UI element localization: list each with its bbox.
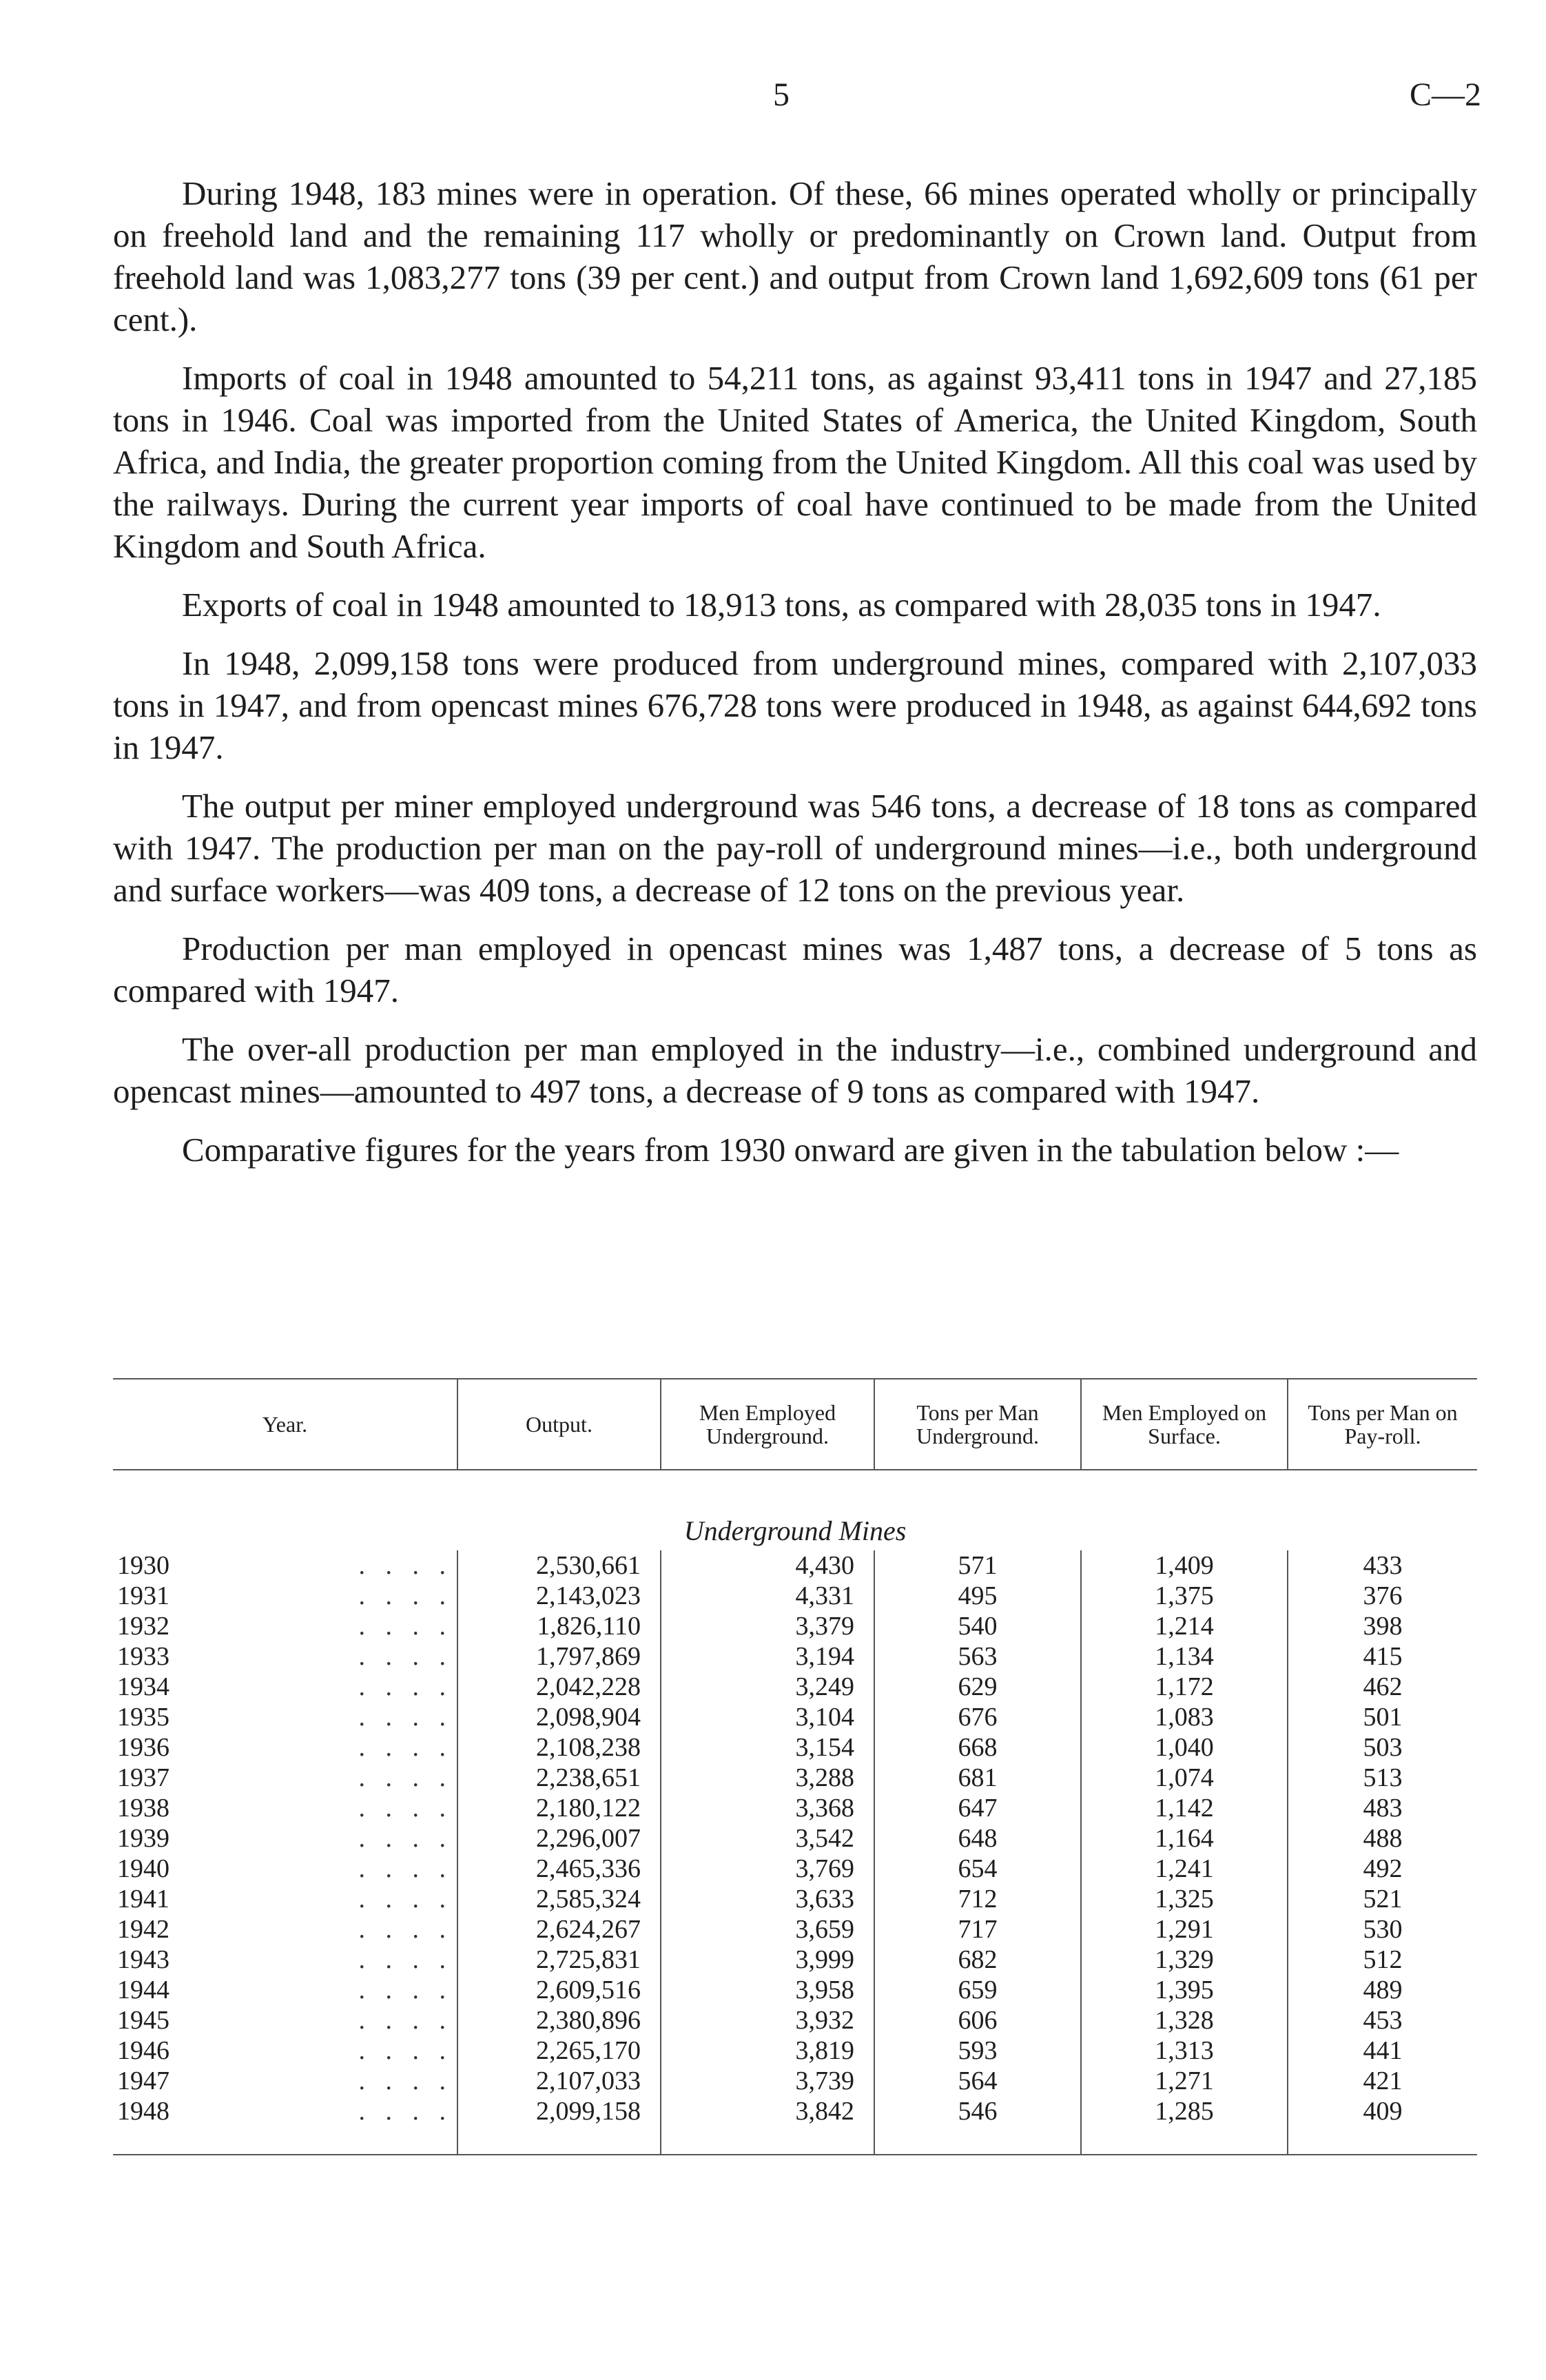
cell-men-underground: 4,430 <box>661 1550 874 1581</box>
cell-men-surface: 1,241 <box>1081 1854 1288 1884</box>
table-row <box>113 1581 1477 1611</box>
cell-men-surface: 1,375 <box>1081 1581 1288 1611</box>
leader-dots: . . . . <box>358 2006 453 2035</box>
cell-men-surface: 1,271 <box>1081 2066 1288 2096</box>
cell-tons-per-man-underground: 563 <box>874 1641 1081 1672</box>
cell-tons-per-man-payroll: 433 <box>1288 1550 1477 1581</box>
cell-men-surface: 1,074 <box>1081 1763 1288 1793</box>
cell-men-underground: 3,958 <box>661 1975 874 2005</box>
cell-year <box>113 2096 457 2155</box>
cell-output: 2,465,336 <box>457 1854 661 1884</box>
cell-men-surface: 1,134 <box>1081 1641 1288 1672</box>
leader-dots: . . . . <box>358 1763 453 1792</box>
leader-dots: . . . . <box>358 2066 453 2095</box>
cell-tons-per-man-payroll: 512 <box>1288 1945 1477 1975</box>
cell-output: 2,380,896 <box>457 2005 661 2035</box>
table-row <box>113 1945 1477 1975</box>
cell-year <box>113 1884 457 1914</box>
cell-men-underground: 3,288 <box>661 1763 874 1793</box>
cell-tons-per-man-underground: 654 <box>874 1854 1081 1884</box>
leader-dots: . . . . <box>358 1854 453 1883</box>
cell-tons-per-man-payroll: 501 <box>1288 1702 1477 1732</box>
body-text <box>113 172 1477 1187</box>
year-value: 1941 <box>117 1885 169 1914</box>
table-row <box>113 1884 1477 1914</box>
paragraph-opencast: Production per man employed in opencast mines was 1,487 tons, a decrease of 5 tons as compared with 1947. <box>113 930 1477 1009</box>
year-value: 1938 <box>117 1794 169 1823</box>
cell-tons-per-man-payroll: 503 <box>1288 1732 1477 1763</box>
cell-men-underground: 4,331 <box>661 1581 874 1611</box>
cell-men-surface: 1,172 <box>1081 1672 1288 1702</box>
year-value: 1933 <box>117 1642 169 1671</box>
cell-output: 2,296,007 <box>457 1823 661 1854</box>
leader-dots: . . . . <box>358 1672 453 1701</box>
table-row <box>113 1763 1477 1793</box>
cell-tons-per-man-underground: 593 <box>874 2035 1081 2066</box>
cell-year <box>113 1763 457 1793</box>
cell-men-underground: 3,379 <box>661 1611 874 1641</box>
cell-tons-per-man-payroll: 483 <box>1288 1793 1477 1823</box>
cell-tons-per-man-underground: 681 <box>874 1763 1081 1793</box>
table-body <box>113 1470 1477 2155</box>
cell-men-surface: 1,214 <box>1081 1611 1288 1641</box>
year-value: 1935 <box>117 1703 169 1732</box>
paragraph-overall: The over-all production per man employed in the industry—i.e., combined underground and opencast mines—amounted to 497 tons, a decrease of 9 tons as compared with 1947. <box>113 1030 1477 1110</box>
leader-dots: . . . . <box>358 1703 453 1732</box>
cell-tons-per-man-payroll: 398 <box>1288 1611 1477 1641</box>
cell-tons-per-man-payroll: 441 <box>1288 2035 1477 2066</box>
cell-tons-per-man-underground: 717 <box>874 1914 1081 1945</box>
cell-men-underground: 3,249 <box>661 1672 874 1702</box>
cell-year <box>113 1702 457 1732</box>
comparative-table <box>113 1378 1477 2155</box>
cell-tons-per-man-payroll: 521 <box>1288 1884 1477 1914</box>
cell-year <box>113 1611 457 1641</box>
cell-tons-per-man-payroll: 492 <box>1288 1854 1477 1884</box>
cell-tons-per-man-underground: 659 <box>874 1975 1081 2005</box>
cell-men-underground: 3,819 <box>661 2035 874 2066</box>
year-value: 1946 <box>117 2036 169 2065</box>
year-value: 1931 <box>117 1581 169 1610</box>
cell-tons-per-man-underground: 546 <box>874 2096 1081 2155</box>
cell-year <box>113 1945 457 1975</box>
cell-men-surface: 1,142 <box>1081 1793 1288 1823</box>
cell-output: 2,107,033 <box>457 2066 661 2096</box>
year-value: 1934 <box>117 1672 169 1701</box>
leader-dots: . . . . <box>358 1824 453 1853</box>
year-value: 1940 <box>117 1854 169 1883</box>
cell-tons-per-man-payroll: 530 <box>1288 1914 1477 1945</box>
header-tons-per-man-payroll: Tons per Man on Pay-roll. <box>1288 1379 1477 1470</box>
cell-tons-per-man-underground: 571 <box>874 1550 1081 1581</box>
leader-dots: . . . . <box>358 1612 453 1641</box>
cell-men-underground: 3,842 <box>661 2096 874 2155</box>
cell-men-underground: 3,194 <box>661 1641 874 1672</box>
cell-men-surface: 1,409 <box>1081 1550 1288 1581</box>
leader-dots: . . . . <box>358 1581 453 1610</box>
cell-tons-per-man-underground: 668 <box>874 1732 1081 1763</box>
cell-year <box>113 1914 457 1945</box>
cell-year <box>113 1641 457 1672</box>
year-value: 1944 <box>117 1976 169 2004</box>
paragraph-exports: Exports of coal in 1948 amounted to 18,913 tons, as compared with 28,035 tons in 1947. <box>182 586 1381 624</box>
year-value: 1948 <box>117 2097 169 2126</box>
leader-dots: . . . . <box>358 1885 453 1914</box>
document-code: C—2 <box>1410 76 1482 113</box>
cell-output: 2,108,238 <box>457 1732 661 1763</box>
cell-output: 2,609,516 <box>457 1975 661 2005</box>
leader-dots: . . . . <box>358 1642 453 1671</box>
year-value: 1947 <box>117 2066 169 2095</box>
cell-men-surface: 1,328 <box>1081 2005 1288 2035</box>
table-row <box>113 1914 1477 1945</box>
table-row <box>113 1702 1477 1732</box>
year-value: 1937 <box>117 1763 169 1792</box>
leader-dots: . . . . <box>358 1976 453 2004</box>
leader-dots: . . . . <box>358 1733 453 1762</box>
cell-tons-per-man-underground: 647 <box>874 1793 1081 1823</box>
cell-men-surface: 1,395 <box>1081 1975 1288 2005</box>
table-row <box>113 1641 1477 1672</box>
table-row <box>113 1550 1477 1581</box>
cell-tons-per-man-payroll: 488 <box>1288 1823 1477 1854</box>
table-row <box>113 1672 1477 1702</box>
leader-dots: . . . . <box>358 2097 453 2126</box>
header-tons-per-man-underground: Tons per Man Underground. <box>874 1379 1081 1470</box>
cell-men-surface: 1,285 <box>1081 2096 1288 2155</box>
table-row <box>113 2035 1477 2066</box>
cell-men-underground: 3,932 <box>661 2005 874 2035</box>
year-value: 1943 <box>117 1945 169 1974</box>
cell-output: 2,042,228 <box>457 1672 661 1702</box>
cell-men-underground: 3,659 <box>661 1914 874 1945</box>
paragraph-comparative: Comparative figures for the years from 1930 onward are given in the tabulation below :— <box>182 1131 1399 1169</box>
header-year: Year. <box>113 1379 457 1470</box>
cell-output: 2,265,170 <box>457 2035 661 2066</box>
header-men-surface: Men Employed on Surface. <box>1081 1379 1288 1470</box>
leader-dots: . . . . <box>358 1945 453 1974</box>
cell-men-surface: 1,291 <box>1081 1914 1288 1945</box>
leader-dots: . . . . <box>358 1551 453 1580</box>
cell-tons-per-man-underground: 648 <box>874 1823 1081 1854</box>
leader-dots: . . . . <box>358 2036 453 2065</box>
cell-year <box>113 1823 457 1854</box>
cell-tons-per-man-underground: 564 <box>874 2066 1081 2096</box>
page-number: 5 <box>773 76 790 113</box>
cell-output: 2,098,904 <box>457 1702 661 1732</box>
cell-year <box>113 2005 457 2035</box>
cell-output: 2,624,267 <box>457 1914 661 1945</box>
cell-tons-per-man-underground: 682 <box>874 1945 1081 1975</box>
section-row <box>113 1470 1477 1550</box>
header-output: Output. <box>457 1379 661 1470</box>
cell-year <box>113 1975 457 2005</box>
table-row <box>113 2066 1477 2096</box>
cell-tons-per-man-payroll: 421 <box>1288 2066 1477 2096</box>
cell-output: 2,099,158 <box>457 2096 661 2155</box>
cell-year <box>113 1672 457 1702</box>
cell-year <box>113 1732 457 1763</box>
paragraph-mines-operation: During 1948, 183 mines were in operation. Of these, 66 mines operated wholly or principally on freehold land and the remaining 117 wholly or predominantly on Crown land. Output from freehold land was 1,083,277 tons (39 per cent.) and output from Crown land 1,692,609 tons (61 per cent.). <box>113 174 1477 338</box>
table-row <box>113 2005 1477 2035</box>
cell-men-surface: 1,329 <box>1081 1945 1288 1975</box>
cell-tons-per-man-underground: 712 <box>874 1884 1081 1914</box>
year-value: 1945 <box>117 2006 169 2035</box>
cell-tons-per-man-underground: 540 <box>874 1611 1081 1641</box>
cell-year <box>113 1550 457 1581</box>
cell-output: 1,826,110 <box>457 1611 661 1641</box>
cell-output: 2,585,324 <box>457 1884 661 1914</box>
table-row <box>113 1732 1477 1763</box>
cell-men-underground: 3,999 <box>661 1945 874 1975</box>
cell-men-surface: 1,164 <box>1081 1823 1288 1854</box>
cell-output: 2,530,661 <box>457 1550 661 1581</box>
leader-dots: . . . . <box>358 1794 453 1823</box>
table-row <box>113 2096 1477 2155</box>
cell-tons-per-man-underground: 676 <box>874 1702 1081 1732</box>
cell-tons-per-man-payroll: 489 <box>1288 1975 1477 2005</box>
cell-men-surface: 1,083 <box>1081 1702 1288 1732</box>
cell-men-underground: 3,542 <box>661 1823 874 1854</box>
cell-output: 2,180,122 <box>457 1793 661 1823</box>
year-value: 1939 <box>117 1824 169 1853</box>
cell-tons-per-man-payroll: 415 <box>1288 1641 1477 1672</box>
cell-men-underground: 3,154 <box>661 1732 874 1763</box>
cell-men-underground: 3,769 <box>661 1854 874 1884</box>
paragraph-production: In 1948, 2,099,158 tons were produced from underground mines, compared with 2,107,033 tons in 1947, and from opencast mines 676,728 tons were produced in 1948, as against 644,692 tons in 1947. <box>113 644 1477 766</box>
table-row <box>113 1611 1477 1641</box>
cell-year <box>113 2035 457 2066</box>
cell-output: 2,238,651 <box>457 1763 661 1793</box>
table-row <box>113 1975 1477 2005</box>
year-value: 1930 <box>117 1551 169 1580</box>
cell-men-underground: 3,104 <box>661 1702 874 1732</box>
header-men-underground: Men Employed Underground. <box>661 1379 874 1470</box>
table-row <box>113 1823 1477 1854</box>
cell-men-surface: 1,040 <box>1081 1732 1288 1763</box>
table-row <box>113 1793 1477 1823</box>
cell-men-underground: 3,633 <box>661 1884 874 1914</box>
year-value: 1942 <box>117 1915 169 1944</box>
cell-output: 1,797,869 <box>457 1641 661 1672</box>
table-header-row <box>113 1379 1477 1470</box>
paragraph-imports: Imports of coal in 1948 amounted to 54,211 tons, as against 93,411 tons in 1947 and 27,185 tons in 1946. Coal was imported from the United States of America, the United Kingdom, South Africa, and India, the greater proportion coming from the United Kingdom. All this coal was used by the railways. During the current year imports of coal have continued to be made from the United Kingdom and South Africa. <box>113 359 1477 565</box>
year-value: 1932 <box>117 1612 169 1641</box>
cell-men-surface: 1,325 <box>1081 1884 1288 1914</box>
cell-tons-per-man-underground: 629 <box>874 1672 1081 1702</box>
cell-output: 2,725,831 <box>457 1945 661 1975</box>
year-value: 1936 <box>117 1733 169 1762</box>
paragraph-output-per-miner: The output per miner employed underground was 546 tons, a decrease of 18 tons as compared with 1947. The production per man on the pay-roll of underground mines—i.e., both underground and surface workers—was 409 tons, a decrease of 12 tons on the previous year. <box>113 787 1477 909</box>
leader-dots: . . . . <box>358 1915 453 1944</box>
cell-tons-per-man-payroll: 513 <box>1288 1763 1477 1793</box>
cell-men-underground: 3,739 <box>661 2066 874 2096</box>
cell-men-underground: 3,368 <box>661 1793 874 1823</box>
cell-tons-per-man-payroll: 409 <box>1288 2096 1477 2155</box>
cell-year <box>113 1581 457 1611</box>
cell-tons-per-man-payroll: 376 <box>1288 1581 1477 1611</box>
cell-year <box>113 2066 457 2096</box>
comparative-table-wrap <box>113 1378 1477 2155</box>
cell-tons-per-man-payroll: 462 <box>1288 1672 1477 1702</box>
cell-output: 2,143,023 <box>457 1581 661 1611</box>
cell-year <box>113 1854 457 1884</box>
cell-tons-per-man-underground: 606 <box>874 2005 1081 2035</box>
cell-tons-per-man-payroll: 453 <box>1288 2005 1477 2035</box>
cell-tons-per-man-underground: 495 <box>874 1581 1081 1611</box>
table-row <box>113 1854 1477 1884</box>
section-title-underground-mines: Underground Mines <box>683 1515 907 1546</box>
cell-men-surface: 1,313 <box>1081 2035 1288 2066</box>
cell-year <box>113 1793 457 1823</box>
